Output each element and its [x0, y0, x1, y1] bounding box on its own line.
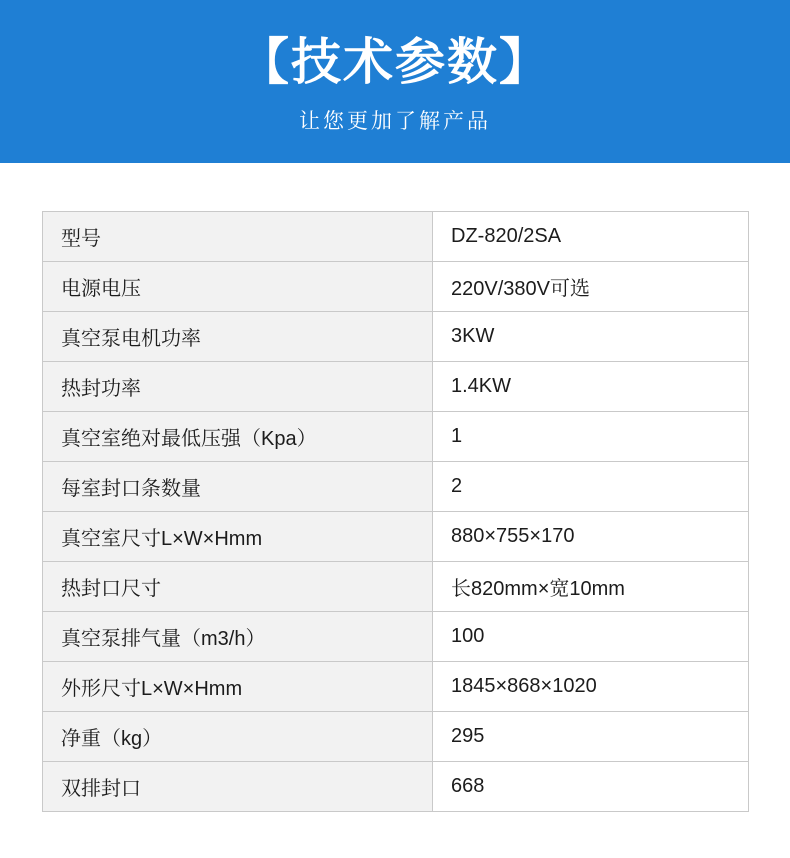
spec-value: 1.4KW [433, 362, 749, 412]
table-row [43, 762, 749, 812]
table-row [43, 362, 749, 412]
table-row [43, 312, 749, 362]
spec-value: DZ-820/2SA [433, 212, 749, 262]
spec-value: 100 [433, 612, 749, 662]
table-row [43, 262, 749, 312]
spec-value: 220V/380V可选 [433, 262, 749, 312]
spec-label: 电源电压 [43, 262, 433, 312]
spec-table [42, 211, 749, 812]
table-row [43, 462, 749, 512]
spec-label: 真空泵排气量（m3/h） [43, 612, 433, 662]
spec-label: 真空室绝对最低压强（Kpa） [43, 412, 433, 462]
spec-label: 真空室尺寸L×W×Hmm [43, 512, 433, 562]
table-row [43, 412, 749, 462]
spec-value: 1 [433, 412, 749, 462]
spec-value: 2 [433, 462, 749, 512]
spec-label: 型号 [43, 212, 433, 262]
spec-value: 668 [433, 762, 749, 812]
table-row [43, 212, 749, 262]
page-title: 【技术参数】 [239, 33, 551, 90]
spec-value: 880×755×170 [433, 512, 749, 562]
spec-label: 净重（kg） [43, 712, 433, 762]
spec-label: 外形尺寸L×W×Hmm [43, 662, 433, 712]
table-row [43, 612, 749, 662]
table-row [43, 662, 749, 712]
spec-value: 长820mm×宽10mm [433, 562, 749, 612]
spec-label: 双排封口 [43, 762, 433, 812]
spec-value: 295 [433, 712, 749, 762]
spec-label: 热封口尺寸 [43, 562, 433, 612]
page-banner [0, 0, 790, 163]
table-row [43, 712, 749, 762]
spec-label: 热封功率 [43, 362, 433, 412]
page-subtitle: 让您更加了解产品 [299, 110, 491, 134]
spec-table-container [0, 163, 790, 812]
spec-value: 3KW [433, 312, 749, 362]
spec-label: 真空泵电机功率 [43, 312, 433, 362]
spec-table-body [43, 212, 749, 812]
table-row [43, 512, 749, 562]
spec-value: 1845×868×1020 [433, 662, 749, 712]
table-row [43, 562, 749, 612]
spec-label: 每室封口条数量 [43, 462, 433, 512]
